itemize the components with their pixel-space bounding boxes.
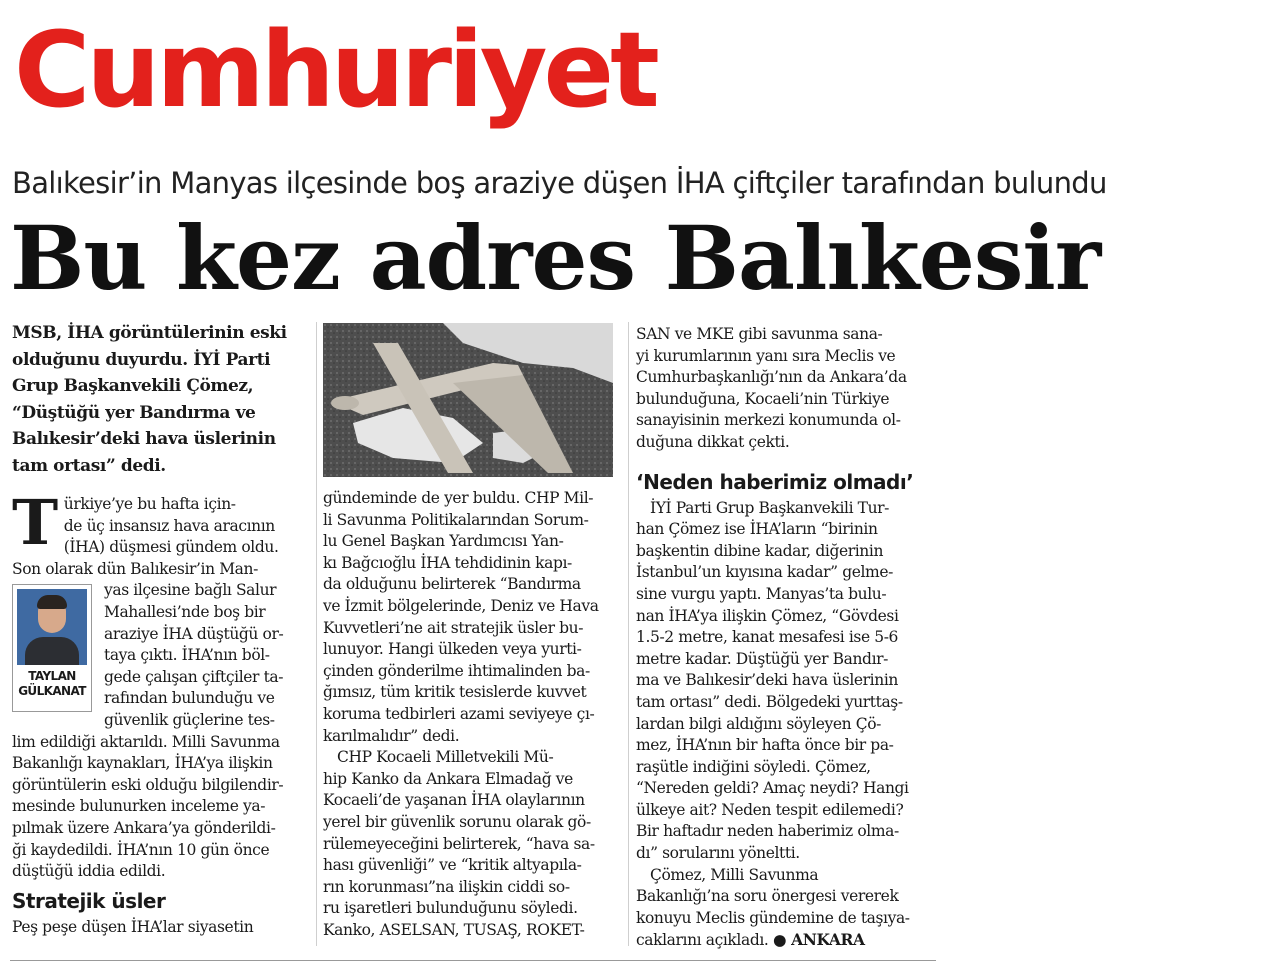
body-text: caklarını açıkladı. xyxy=(636,931,769,950)
body-line: de üç insansız hava aracının xyxy=(63,516,275,535)
body-line: sine vurgu yaptı. Manyas’ta bulu- xyxy=(636,584,887,603)
body-line: taya çıktı. İHA’nın böl- xyxy=(104,646,270,665)
body-line: Bakanlığı kaynakları, İHA’ya ilişkin xyxy=(12,754,273,773)
section-subhead: ‘Neden haberimiz olmadı’ xyxy=(636,469,914,494)
column-divider xyxy=(628,322,629,946)
body-line: İYİ Parti Grup Başkanvekili Tur- xyxy=(650,498,890,517)
article-column-2 xyxy=(323,488,619,941)
body-line: mez, İHA’nın bir hafta önce bir pa- xyxy=(636,736,894,755)
body-line: bulunduğuna, Kocaeli’nin Türkiye xyxy=(636,389,890,408)
body-line: çinden gönderilme ihtimalinden ba- xyxy=(323,661,590,680)
dateline-end: ● ANKARA xyxy=(772,930,865,950)
body-line: da olduğunu belirterek “Bandırma xyxy=(323,575,581,594)
body-line: Mahallesi’nde boş bir xyxy=(104,602,266,621)
body-line: Kocaeli’de yaşanan İHA olaylarının xyxy=(323,791,585,810)
body-line: yi kurumlarının yanı sıra Meclis ve xyxy=(636,346,896,365)
body-line: Kuvvetleri’ne ait stratejik üsler bu- xyxy=(323,618,584,637)
body-line: (İHA) düşmesi gündem oldu. xyxy=(63,538,279,557)
body-line: rın korunması”na ilişkin ciddi so- xyxy=(323,877,570,896)
body-line: pılmak üzere Ankara’ya gönderildi- xyxy=(12,818,276,837)
body-line: güvenlik güçlerine tes- xyxy=(104,710,275,729)
body-line: İstanbul’un kıyısına kadar” gelme- xyxy=(636,563,893,582)
author-first-name: TAYLAN xyxy=(28,669,76,684)
body-line: Bakanlığı’na soru önergesi vererek xyxy=(636,887,899,906)
body-line: rülemeyeceğini belirterek, “hava sa- xyxy=(323,834,595,853)
body-line: gündeminde de yer buldu. CHP Mil- xyxy=(323,489,594,507)
body-line: mesinde bulunurken inceleme ya- xyxy=(12,797,266,816)
body-line: araziye İHA düştüğü or- xyxy=(104,624,284,643)
body-line: ve İzmit bölgelerinde, Deniz ve Hava xyxy=(323,596,599,615)
body-line: duğuna dikkat çekti. xyxy=(636,432,790,451)
body-line: görüntülerin eski olduğu bilgilendir- xyxy=(12,775,284,794)
body-line: ğımsız, tüm kritik tesislerde kuvvet xyxy=(323,683,587,702)
body-line: sanayisinin merkezi konumunda ol- xyxy=(636,411,901,430)
body-line: kı Bağcıoğlu İHA tehdidinin kapı- xyxy=(323,553,572,572)
author-photo xyxy=(17,589,87,665)
bottom-rule xyxy=(10,960,936,961)
body-line: ülkeye ait? Neden tespit edilemedi? xyxy=(636,800,904,819)
body-line: rafından bulunduğu ve xyxy=(104,689,275,708)
body-line: Cumhurbaşkanlığı’nın da Ankara’da xyxy=(636,368,907,387)
summary-line: Grup Başkanvekili Çömez, xyxy=(12,376,254,396)
body-line: han Çömez ise İHA’ların “birinin xyxy=(636,520,878,539)
body-line: lardan bilgi aldığını söyleyen Çö- xyxy=(636,714,881,733)
body-line: yerel bir güvenlik sorunu olarak gö- xyxy=(323,812,591,831)
body-line-last xyxy=(636,929,932,952)
column-divider xyxy=(316,322,317,946)
article-headline: Bu kez adres Balıkesir xyxy=(10,206,1101,310)
body-line: Peş peşe düşen İHA’lar siyasetin xyxy=(12,917,254,936)
article-column-3 xyxy=(636,324,932,952)
body-line: ru işaretleri bulunduğunu söyledi. xyxy=(323,899,578,918)
summary-line: Balıkesir’deki hava üslerinin xyxy=(12,429,276,449)
body-line: yas ilçesine bağlı Salur xyxy=(104,581,277,600)
body-line: gede çalışan çiftçiler ta- xyxy=(104,667,284,686)
drop-cap: T xyxy=(12,486,58,559)
body-line: lim edildiği aktarıldı. Milli Savunma xyxy=(12,732,280,751)
body-line: SAN ve MKE gibi savunma sana- xyxy=(636,325,883,343)
body-line: Bir haftadır neden haberimiz olma- xyxy=(636,822,899,841)
body-line: Son olarak dün Balıkesir’in Man- xyxy=(12,559,258,578)
author-last-name: GÜLKANAT xyxy=(18,684,86,699)
summary-line: MSB, İHA görüntülerinin eski xyxy=(12,323,287,343)
body-line: karılmalıdır” dedi. xyxy=(323,726,460,745)
body-line: koruma tedbirleri azami seviyeye çı- xyxy=(323,704,595,723)
body-line: li Savunma Politikalarından Sorum- xyxy=(323,510,589,529)
body-line: metre kadar. Düştüğü yer Bandır- xyxy=(636,649,888,668)
author-box xyxy=(12,584,92,712)
body-line: tam ortası” dedi. Bölgedeki yurttaş- xyxy=(636,692,903,711)
body-line: lunuyor. Hangi ülkeden veya yurti- xyxy=(323,640,582,659)
body-line: hası güvenliği” ve “kritik altyapıla- xyxy=(323,856,582,875)
drone-photo xyxy=(323,323,613,477)
body-line: lu Genel Başkan Yardımcısı Yan- xyxy=(323,532,564,551)
body-line: konuyu Meclis gündemine de taşıya- xyxy=(636,908,910,927)
body-line: Çömez, Milli Savunma xyxy=(650,865,819,884)
body-line: düştüğü iddia edildi. xyxy=(12,862,166,881)
masthead-logo: Cumhuriyet xyxy=(14,9,656,131)
article-column-1 xyxy=(12,486,308,938)
body-line: hip Kanko da Ankara Elmadağ ve xyxy=(323,769,573,788)
summary-line: tam ortası” dedi. xyxy=(12,455,166,476)
body-line: başkentin dibine kadar, diğerinin xyxy=(636,541,884,560)
body-line: dı” sorularını yöneltti. xyxy=(636,844,800,863)
body-line: raşütle indiğini söyledi. Çömez, xyxy=(636,757,871,776)
body-line: ma ve Balıkesir’deki hava üslerinin xyxy=(636,671,898,690)
author-name xyxy=(13,669,91,699)
body-line: “Nereden geldi? Amaç neydi? Hangi xyxy=(636,779,909,798)
article-summary xyxy=(12,320,308,479)
body-line: 1.5-2 metre, kanat mesafesi ise 5-6 xyxy=(636,628,899,647)
drone-image xyxy=(323,323,613,477)
summary-line: olduğunu duyurdu. İYİ Parti xyxy=(12,349,271,370)
body-line: ği kaydedildi. İHA’nın 10 gün önce xyxy=(12,840,270,859)
body-line: nan İHA’ya ilişkin Çömez, “Gövdesi xyxy=(636,606,899,625)
section-subhead: Stratejik üsler xyxy=(12,888,166,913)
summary-line: “Düştüğü yer Bandırma ve xyxy=(12,402,256,423)
article-kicker: Balıkesir’in Manyas ilçesinde boş araziye düşen İHA çiftçiler tarafından bulundu xyxy=(12,166,1107,200)
body-line: ürkiye’ye bu hafta için- xyxy=(63,495,236,513)
body-line: CHP Kocaeli Milletvekili Mü- xyxy=(337,748,554,767)
body-line: Kanko, ASELSAN, TUSAŞ, ROKET- xyxy=(323,920,585,939)
